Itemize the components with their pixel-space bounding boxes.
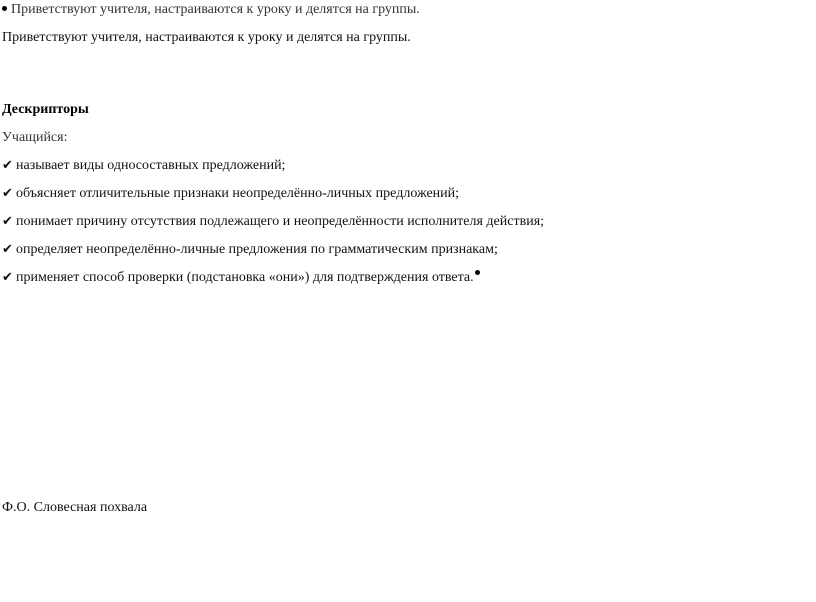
top-line-text: Приветствуют учителя, настраиваются к уроку и делятся на группы. [11,2,420,17]
descriptor-text: называет виды односоставных предложений; [16,158,286,173]
bullet-icon [2,6,7,11]
descriptor-text: применяет способ проверки (подстановка «они») для подтверждения ответа. [16,270,474,285]
student-label: Учащийся: [2,130,68,145]
descriptor-text: определяет неопределённо-личные предложения по грамматическим признакам; [16,242,498,257]
check-icon: ✔ [2,158,13,173]
descriptor-item [2,158,285,174]
descriptor-item [2,214,544,230]
top-bullet-line [2,2,420,18]
descriptor-item [2,186,459,202]
check-icon: ✔ [2,186,13,201]
check-icon: ✔ [2,214,13,229]
descriptor-item [2,270,480,286]
feedback-line: Ф.О. Словесная похвала [2,500,148,515]
descriptor-text: понимает причину отсутствия подлежащего и неопределённости исполнителя действия; [16,214,545,229]
descriptor-item [2,242,498,258]
check-icon: ✔ [2,270,13,285]
descriptor-text: объясняет отличительные признаки неопределённо-личных предложений; [16,186,460,201]
bullet-icon [475,270,480,275]
intro-line: Приветствуют учителя, настраиваются к уроку и делятся на группы. [2,30,411,45]
descriptors-heading: Дескрипторы [2,102,89,117]
check-icon: ✔ [2,242,13,257]
